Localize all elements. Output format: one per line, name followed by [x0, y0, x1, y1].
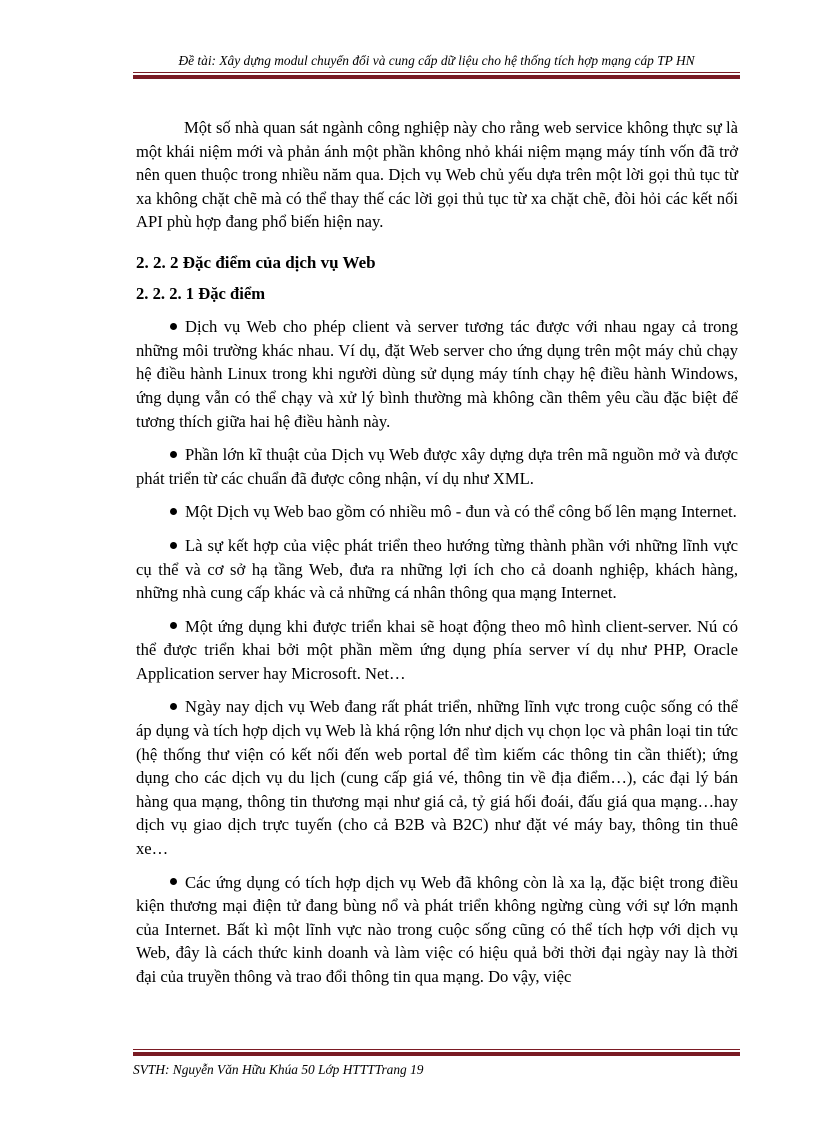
- bullet-item: [136, 615, 738, 686]
- bullet-dot-icon: [170, 508, 177, 515]
- bullet-text: Các ứng dụng có tích hợp dịch vụ Web đã không còn là xa lạ, đặc biệt trong điều kiện thương mại điện tử đang bùng nổ và phát triển không ngừng cùng với sự lớn mạnh của Internet. Bất kì một lĩnh vực nào trong cuộc sống cũng có thể tích hợp với dịch vụ Web, đây là cách thức kinh doanh và làm việc có hiệu quả bởi thời đại ngày nay là thời đại của truyền thông và trao đổi thông tin qua mạng. Do vậy, việc: [136, 872, 738, 986]
- subsection-heading: 2. 2. 2. 1 Đặc điểm: [136, 283, 266, 303]
- bullet-item: [136, 500, 738, 524]
- footer-rule-thick: [133, 1052, 740, 1056]
- header-rule-thick: [133, 75, 740, 79]
- bullet-item: [136, 443, 738, 490]
- bullet-text: Phần lớn kĩ thuật của Dịch vụ Web được xây dựng dựa trên mã nguồn mở và được phát triển từ các chuẩn đã được công nhận, ví dụ như XML.: [136, 445, 738, 488]
- intro-paragraph: Một số nhà quan sát ngành công nghiệp này cho rằng web service không thực sự là một khái niệm mới và phản ánh một phần không nhỏ khái niệm mạng máy tính vốn đã trở nên quen thuộc trong nhiều năm qua. Dịch vụ Web chủ yếu dựa trên một lời gọi thủ tục từ xa không chặt chẽ mà có thể thay thế các lời gọi thủ tục từ xa chặt chẽ, đòi hỏi các kết nối API phù hợp đang phổ biến hiện nay.: [136, 118, 738, 232]
- bullet-text: Dịch vụ Web cho phép client và server tương tác được với nhau ngay cả trong những môi trường khác nhau. Ví dụ, đặt Web server cho ứng dụng trên một máy chủ chạy hệ điều hành Linux trong khi người dùng sử dụng máy tính chạy hệ điều hành Windows, ứng dụng vẫn có thể chạy và xử lý bình thường mà không cần thêm yêu cầu đặc biệt để tương thích giữa hai hệ điều hành này.: [136, 317, 738, 431]
- bullet-dot-icon: [170, 878, 177, 885]
- page-body: [136, 116, 738, 999]
- footer-rule-thin: [133, 1049, 740, 1050]
- footer-text: SVTH: Nguyễn Văn Hữu Khúa 50 Lớp HTTTTrang 19: [133, 1062, 424, 1077]
- bullet-item: [136, 315, 738, 433]
- header-rule-thin: [133, 72, 740, 73]
- section-heading: 2. 2. 2 Đặc điểm của dịch vụ Web: [136, 252, 376, 272]
- bullet-item: [136, 871, 738, 989]
- bullet-text: Ngày nay dịch vụ Web đang rất phát triển, những lĩnh vực trong cuộc sống có thể áp dụng và tích hợp dịch vụ Web là khá rộng lớn như dịch vụ chọn lọc và phân loại tin tức (hệ thống thư viện có kết nối đến web portal để tìm kiếm các thông tin cần thiết); ứng dụng cho các dịch vụ du lịch (cung cấp giá vé, thông tin về địa điểm…), các đại lý bán hàng qua mạng, thông tin thương mại như giá cả, tỷ giá hối đoái, đấu giá qua mạng…hay dịch vụ giao dịch trực tuyến (cho cả B2B và B2C) như đặt vé máy bay, thông tin thuê xe…: [136, 697, 738, 859]
- page-header: [133, 52, 740, 79]
- bullet-dot-icon: [170, 323, 177, 330]
- header-title: Đề tài: Xây dựng modul chuyển đổi và cung cấp dữ liệu cho hệ thống tích hợp mạng cáp TP HN: [178, 53, 695, 68]
- bullet-dot-icon: [170, 451, 177, 458]
- bullet-dot-icon: [170, 622, 177, 629]
- bullet-dot-icon: [170, 703, 177, 710]
- bullet-text: Một ứng dụng khi được triển khai sẽ hoạt động theo mô hình client-server. Nú có thể được triển khai bởi một phần mềm ứng dụng phía server ví dụ như PHP, Oracle Application server hay Microsoft. Net…: [136, 616, 738, 683]
- bullet-text: Là sự kết hợp của việc phát triển theo hướng từng thành phần với những lĩnh vực cụ thể và cơ sở hạ tầng Web, đưa ra những lợi ích cho cả doanh nghiệp, khách hàng, những nhà cung cấp khác và cả những cá nhân thông qua mạng Internet.: [136, 535, 738, 603]
- page-footer: [133, 1049, 740, 1078]
- bullet-text: Một Dịch vụ Web bao gồm có nhiều mô - đun và có thể công bố lên mạng Internet.: [185, 502, 737, 522]
- bullet-dot-icon: [170, 542, 177, 549]
- bullet-item: [136, 534, 738, 605]
- bullet-item: [136, 695, 738, 860]
